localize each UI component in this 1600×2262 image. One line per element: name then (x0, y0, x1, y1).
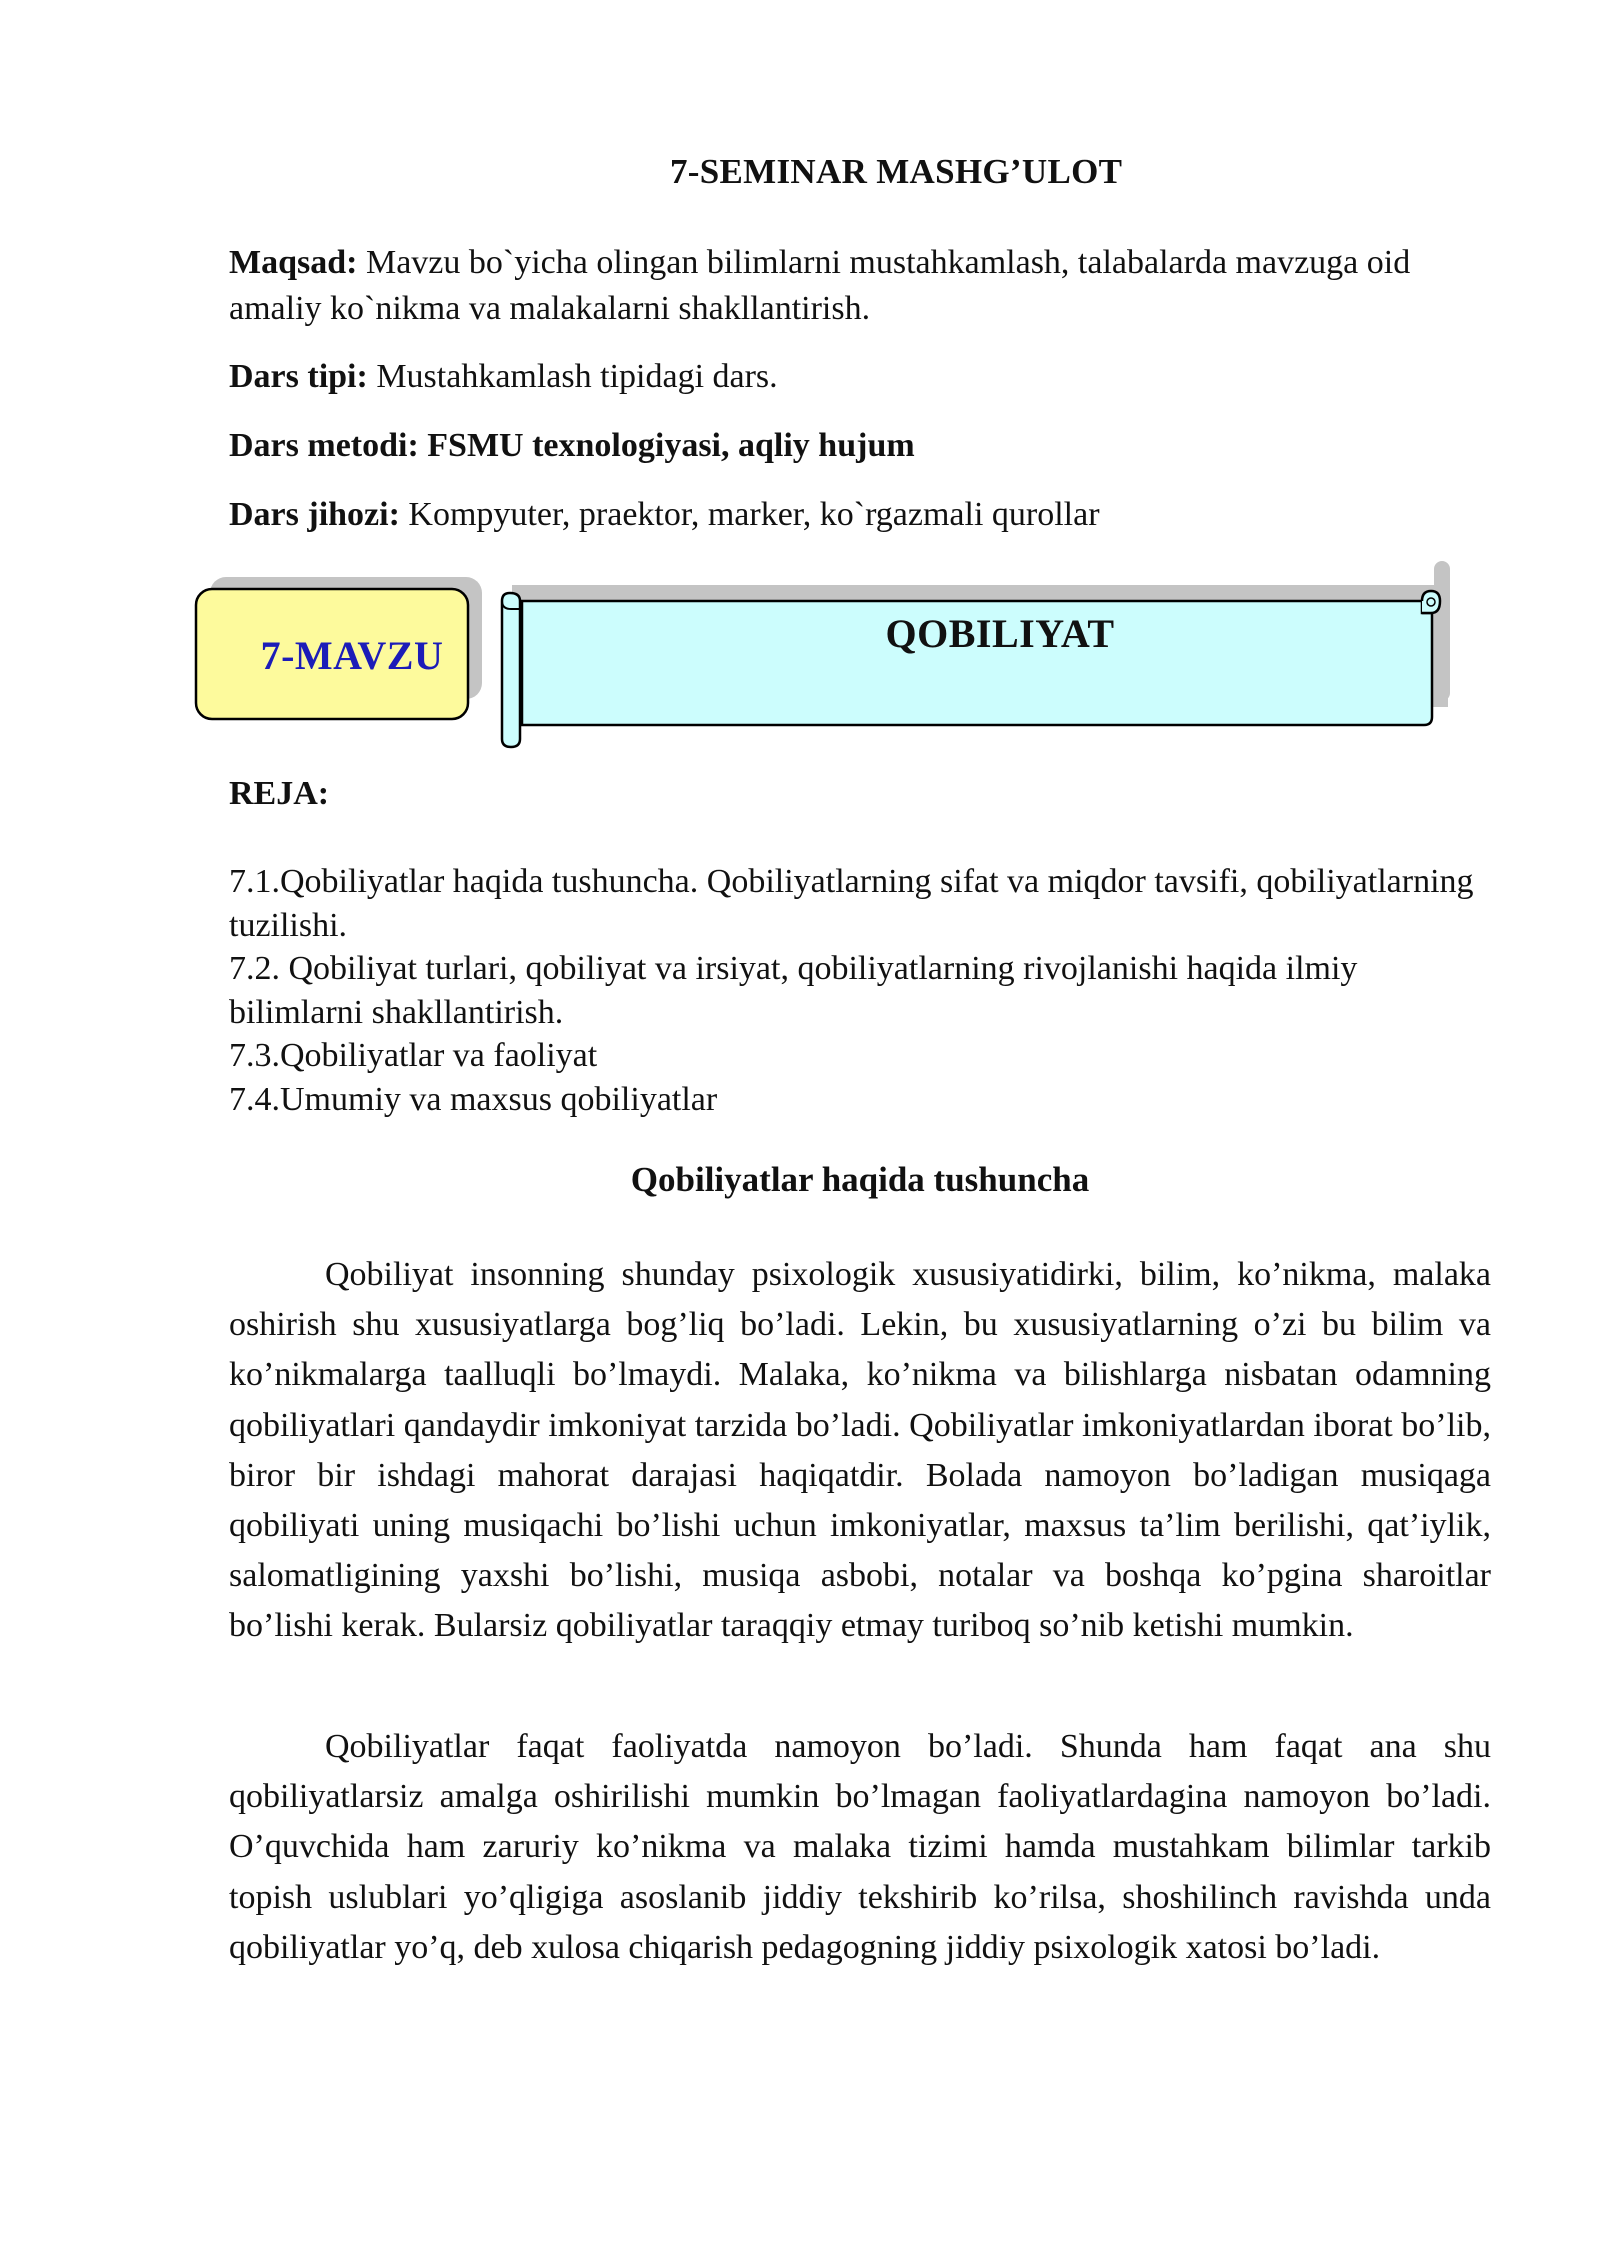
dars-tipi-label: Dars tipi: (229, 358, 368, 395)
plan-heading: REJA: (229, 775, 330, 812)
dars-metodi-line: Dars metodi: FSMU texnologiyasi, aqliy hujum (229, 427, 915, 464)
dars-tipi-line (229, 354, 1491, 400)
plan-item: 7.3.Qobiliyatlar va faoliyat (229, 1037, 598, 1074)
maqsad-text: Mavzu bo`yicha olingan bilimlarni mustahkamlash, talabalarda mavzuga oid amaliy ko`nikma va malakalarni shakllantirish. (229, 244, 1411, 327)
plan-item: 7.1.Qobiliyatlar haqida tushuncha. Qobiliyatlarning sifat va miqdor tavsifi, qobiliyatlarning tuzilishi. (229, 863, 1474, 944)
topic-title: QOBILIYAT (885, 611, 1115, 656)
page-title: 7-SEMINAR MASHG’ULOT (670, 152, 1123, 191)
topic-banner (190, 555, 1460, 750)
plan-item: 7.4.Umumiy va maxsus qobiliyatlar (229, 1080, 718, 1118)
section-heading: Qobiliyatlar haqida tushuncha (630, 1160, 1090, 1199)
body-paragraph: Qobiliyat insonning shunday psixologik xususiyatidirki, bilim, ko’nikma, malaka oshirish shu xususiyatlarga bog’liq bo’ladi. Lekin, bu xususiyatlarning o’zi bu bilim va ko’nikmalarga taalluqli bo’lmaydi. Malaka, ko’nikma va bilishlarga nisbatan odamning qobiliyatlari qandaydir imkoniyat tarzida bo’ladi. Qobiliyatlar imkoniyatlardan iborat bo’lib, biror bir ishdagi mahorat darajasi haqiqatdir. Bolada namoyon bo’ladigan musiqaga qobiliyati uning musiqachi bo’lishi uchun imkoniyatlar, maxsus ta’lim berilishi, qat’iylik, salomatligining yaxshi bo’lishi, musiqa asbobi, notalar va boshqa ko’pgina sharoitlar bo’lishi kerak. Bularsiz qobiliyatlar taraqqiy etmay turiboq so’nib ketishi mumkin. (229, 1256, 1491, 1645)
mavzu-box (217, 595, 487, 715)
maqsad-label: Maqsad: (229, 244, 358, 281)
maqsad-line (229, 240, 1491, 332)
mavzu-label: 7-MAVZU (260, 632, 444, 678)
dars-jihozi-text: Kompyuter, praektor, marker, ko`rgazmali qurollar (399, 496, 1100, 533)
plan-item: 7.2. Qobiliyat turlari, qobiliyat va irsiyat, qobiliyatlarning rivojlanishi haqida ilmiy bilimlarni shakllantirish. (229, 950, 1358, 1031)
dars-tipi-text: Mustahkamlash tipidagi dars. (367, 358, 778, 395)
plan-list (229, 860, 1491, 1121)
dars-jihozi-line (229, 492, 1491, 538)
body-paragraph: Qobiliyatlar faqat faoliyatda namoyon bo’ladi. Shunda ham faqat ana shu qobiliyatlarsiz amalga oshirilishi mumkin bo’lmagan faoliyatlardagina namoyon bo’ladi. O’quvchida ham zaruriy ko’nikma va malaka tizimi hamda mustahkam bilimlar tarkib topish uslublari yo’qligiga asoslanib jiddiy tekshirib ko’rilsa, shoshilinch ravishda unda qobiliyatlar yo’q, deb xulosa chiqarish pedagogning jiddiy psixologik xatosi bo’ladi. (229, 1728, 1491, 1966)
dars-jihozi-label: Dars jihozi: (229, 496, 400, 533)
